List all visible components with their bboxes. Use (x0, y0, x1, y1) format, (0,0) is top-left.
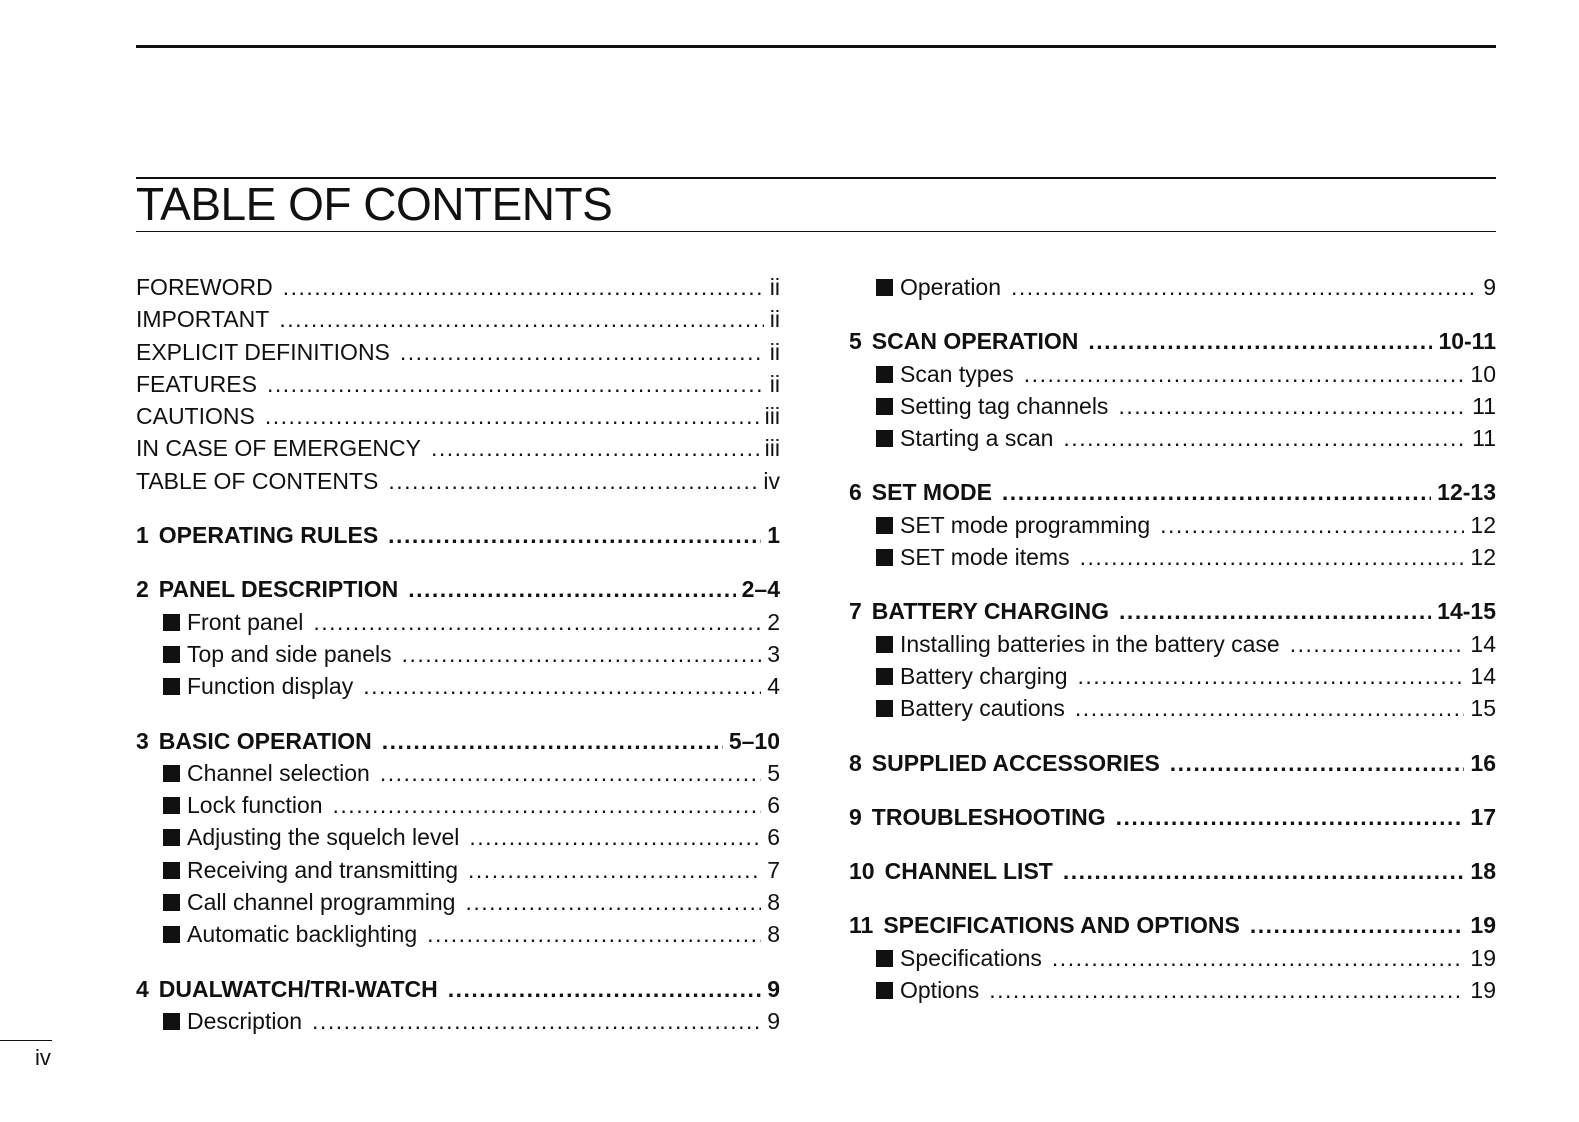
square-bullet-icon (163, 614, 180, 631)
toc-entry-label: Battery charging (900, 662, 1068, 689)
toc-entry-label: OPERATING RULES (158, 522, 379, 549)
toc-front-entry[interactable] (136, 400, 780, 432)
dot-leader (1063, 855, 1465, 887)
dot-leader (265, 400, 759, 432)
toc-subsection-entry[interactable] (136, 886, 780, 918)
dot-leader (1075, 692, 1464, 724)
section-number: 4 (136, 975, 149, 1002)
toc-subsection-entry[interactable] (849, 422, 1496, 454)
dot-leader (1160, 509, 1464, 541)
toc-entry-page: 11 (1472, 425, 1496, 452)
section-number: 9 (849, 803, 862, 830)
square-bullet-icon (876, 982, 893, 999)
toc-entry-page: ii (769, 274, 780, 300)
toc-entry-page: ii (769, 370, 780, 397)
toc-entry-label: Operation (900, 274, 1002, 300)
toc-entry-label: DUALWATCH/TRI-WATCH (158, 975, 438, 1002)
toc-entry-label: Call channel programming (187, 889, 456, 916)
toc-section-entry[interactable] (849, 595, 1496, 627)
toc-entry-page: 9 (767, 975, 780, 1002)
toc-front-entry[interactable] (136, 465, 780, 497)
toc-entry-page: iv (763, 467, 780, 494)
toc-subsection-entry[interactable] (849, 692, 1496, 724)
toc-entry-page: 5–10 (728, 727, 780, 754)
toc-entry-page: ii (769, 306, 780, 333)
toc-subsection-entry[interactable] (136, 854, 780, 886)
toc-section-entry[interactable] (136, 973, 780, 1005)
toc-entry-page: 10 (1470, 360, 1496, 387)
dot-leader (1024, 358, 1465, 390)
square-bullet-icon (163, 894, 180, 911)
toc-entry-page: 18 (1470, 858, 1496, 885)
dot-leader (382, 725, 723, 757)
section-number: 3 (136, 727, 149, 754)
toc-entry-label: Front panel (187, 608, 304, 635)
toc-entry-label: FEATURES (136, 370, 257, 397)
section-number: 8 (849, 749, 862, 776)
square-bullet-icon (876, 517, 893, 534)
toc-entry-label: SET mode programming (900, 511, 1151, 538)
footer-rule (0, 1040, 52, 1041)
toc-subsection-entry[interactable] (136, 1005, 780, 1037)
toc-entry-label: CAUTIONS (136, 403, 255, 430)
toc-entry-page: 16 (1470, 749, 1496, 776)
toc-entry-label: FOREWORD (136, 274, 273, 300)
square-bullet-icon (163, 926, 180, 943)
square-bullet-icon (163, 678, 180, 695)
toc-entry-page: 19 (1470, 912, 1496, 939)
toc-subsection-entry[interactable] (849, 541, 1496, 573)
toc-section-entry[interactable] (136, 573, 780, 605)
dot-leader (267, 368, 764, 400)
page-title: TABLE OF CONTENTS (136, 178, 613, 230)
toc-left-column (136, 271, 780, 1037)
dot-leader (431, 432, 759, 464)
toc-entry-page: 14-15 (1437, 598, 1496, 625)
dot-leader (1011, 271, 1477, 303)
square-bullet-icon (876, 950, 893, 967)
dot-leader (1119, 595, 1431, 627)
square-bullet-icon (876, 636, 893, 653)
toc-entry-label: Adjusting the squelch level (187, 824, 460, 851)
toc-subsection-entry[interactable] (849, 660, 1496, 692)
toc-front-entry[interactable] (136, 432, 780, 464)
toc-entry-page: 12-13 (1437, 479, 1496, 506)
section-number: 2 (136, 576, 149, 603)
toc-entry-page: 4 (767, 673, 780, 700)
square-bullet-icon (876, 430, 893, 447)
toc-entry-page: iii (764, 403, 780, 430)
dot-leader (402, 638, 762, 670)
toc-entry-label: SET MODE (871, 479, 992, 506)
toc-entry-label: TABLE OF CONTENTS (136, 467, 379, 494)
section-number: 6 (849, 479, 862, 506)
toc-entry-page: 8 (767, 889, 780, 916)
toc-entry-page: 6 (767, 824, 780, 851)
toc-subsection-entry[interactable] (849, 271, 1496, 303)
square-bullet-icon (163, 862, 180, 879)
toc-entry-label: CHANNEL LIST (884, 858, 1053, 885)
square-bullet-icon (876, 398, 893, 415)
toc-entry-page: 17 (1470, 803, 1496, 830)
toc-entry-label: Specifications (900, 944, 1042, 971)
toc-entry-page: ii (769, 338, 780, 365)
dot-leader (380, 757, 761, 789)
toc-section-entry[interactable] (136, 519, 780, 551)
footer-page-number: iv (35, 1045, 51, 1070)
toc-section-entry[interactable] (849, 801, 1496, 833)
toc-entry-label: Function display (187, 673, 354, 700)
toc-entry-label: Setting tag channels (900, 392, 1109, 419)
toc-subsection-entry[interactable] (849, 628, 1496, 660)
toc-front-entry[interactable] (136, 368, 780, 400)
dot-leader (1118, 390, 1466, 422)
toc-entry-page: 10-11 (1438, 328, 1496, 355)
title-rule-bottom (136, 231, 1496, 232)
toc-entry-label: BASIC OPERATION (158, 727, 372, 754)
toc-entry-page: 11 (1472, 392, 1496, 419)
dot-leader (363, 670, 761, 702)
toc-entry-label: SET mode items (900, 544, 1070, 571)
toc-entry-label: Installing batteries in the battery case (900, 630, 1280, 657)
dot-leader (1088, 325, 1432, 357)
square-bullet-icon (876, 668, 893, 685)
toc-entry-label: Lock function (187, 792, 323, 819)
dot-leader (408, 573, 735, 605)
toc-subsection-entry[interactable] (849, 942, 1496, 974)
dot-leader (400, 336, 764, 368)
section-number: 7 (849, 598, 862, 625)
toc-section-entry[interactable] (849, 476, 1496, 508)
toc-subsection-entry[interactable] (849, 390, 1496, 422)
toc-entry-label: Starting a scan (900, 425, 1054, 452)
section-number: 10 (849, 858, 875, 885)
toc-entry-label: Options (900, 977, 980, 1004)
toc-section-entry[interactable] (849, 747, 1496, 779)
toc-subsection-entry[interactable] (136, 757, 780, 789)
toc-entry-page: 19 (1470, 944, 1496, 971)
toc-subsection-entry[interactable] (136, 638, 780, 670)
square-bullet-icon (163, 646, 180, 663)
toc-entry-page: 15 (1470, 695, 1496, 722)
toc-entry-page: 2–4 (741, 576, 780, 603)
toc-subsection-entry[interactable] (136, 670, 780, 702)
dot-leader (1170, 747, 1465, 779)
dot-leader (448, 973, 761, 1005)
toc-entry-label: SCAN OPERATION (871, 328, 1079, 355)
dot-leader (1080, 541, 1465, 573)
toc-right-column (849, 271, 1496, 1006)
toc-entry-label: PANEL DESCRIPTION (158, 576, 399, 603)
dot-leader (333, 789, 762, 821)
dot-leader (312, 1005, 761, 1037)
toc-entry-page: 9 (1483, 274, 1496, 300)
dot-leader (1063, 422, 1466, 454)
toc-subsection-entry[interactable] (136, 789, 780, 821)
toc-entry-label: EXPLICIT DEFINITIONS (136, 338, 390, 365)
toc-entry-page: 14 (1470, 662, 1496, 689)
dot-leader (388, 519, 761, 551)
toc-entry-page: 1 (767, 522, 780, 549)
toc-subsection-entry[interactable] (136, 821, 780, 853)
toc-entry-label: Scan types (900, 360, 1014, 387)
toc-front-entry[interactable] (136, 271, 780, 303)
toc-subsection-entry[interactable] (849, 509, 1496, 541)
square-bullet-icon (163, 765, 180, 782)
dot-leader (468, 854, 761, 886)
dot-leader (388, 465, 757, 497)
toc-entry-page: 12 (1470, 544, 1496, 571)
toc-section-entry[interactable] (136, 725, 780, 757)
dot-leader (1052, 942, 1464, 974)
dot-leader (989, 974, 1464, 1006)
top-rule (136, 45, 1496, 48)
toc-entry-label: Top and side panels (187, 640, 392, 667)
dot-leader (283, 271, 764, 303)
dot-leader (1290, 628, 1465, 660)
toc-entry-label: IMPORTANT (136, 306, 270, 333)
toc-entry-label: SUPPLIED ACCESSORIES (871, 749, 1160, 776)
toc-entry-label: BATTERY CHARGING (871, 598, 1110, 625)
toc-entry-label: Automatic backlighting (187, 921, 418, 948)
toc-section-entry[interactable] (849, 855, 1496, 887)
section-number: 5 (849, 328, 862, 355)
dot-leader (279, 303, 763, 335)
dot-leader (1116, 801, 1465, 833)
toc-entry-page: 9 (767, 1007, 780, 1034)
toc-section-entry[interactable] (849, 325, 1496, 357)
square-bullet-icon (876, 549, 893, 566)
toc-front-entry[interactable] (136, 336, 780, 368)
toc-subsection-entry[interactable] (136, 918, 780, 950)
toc-entry-page: 19 (1470, 977, 1496, 1004)
toc-subsection-entry[interactable] (849, 974, 1496, 1006)
toc-entry-page: 7 (767, 856, 780, 883)
toc-entry-label: Battery cautions (900, 695, 1065, 722)
square-bullet-icon (163, 1013, 180, 1030)
toc-entry-page: 12 (1470, 511, 1496, 538)
section-number: 1 (136, 522, 149, 549)
square-bullet-icon (163, 797, 180, 814)
toc-entry-page: 2 (767, 608, 780, 635)
square-bullet-icon (876, 279, 893, 296)
section-number: 11 (849, 912, 874, 939)
square-bullet-icon (163, 829, 180, 846)
dot-leader (1250, 909, 1465, 941)
toc-entry-label: IN CASE OF EMERGENCY (136, 435, 421, 462)
toc-front-entry[interactable] (136, 303, 780, 335)
toc-section-entry[interactable] (849, 909, 1496, 941)
toc-entry-page: 6 (767, 792, 780, 819)
toc-entry-label: Channel selection (187, 759, 370, 786)
dot-leader (465, 886, 761, 918)
toc-entry-page: iii (764, 435, 780, 462)
toc-entry-label: SPECIFICATIONS AND OPTIONS (883, 912, 1240, 939)
square-bullet-icon (876, 366, 893, 383)
toc-entry-label: TROUBLESHOOTING (871, 803, 1106, 830)
dot-leader (427, 918, 761, 950)
toc-entry-label: Receiving and transmitting (187, 856, 459, 883)
toc-subsection-entry[interactable] (136, 606, 780, 638)
dot-leader (1077, 660, 1464, 692)
dot-leader (1002, 476, 1431, 508)
toc-subsection-entry[interactable] (849, 358, 1496, 390)
square-bullet-icon (876, 700, 893, 717)
toc-entry-page: 14 (1470, 630, 1496, 657)
dot-leader (313, 606, 761, 638)
toc-entry-label: Description (187, 1007, 303, 1034)
toc-entry-page: 8 (767, 921, 780, 948)
dot-leader (469, 821, 761, 853)
toc-entry-page: 3 (767, 640, 780, 667)
toc-entry-page: 5 (767, 759, 780, 786)
